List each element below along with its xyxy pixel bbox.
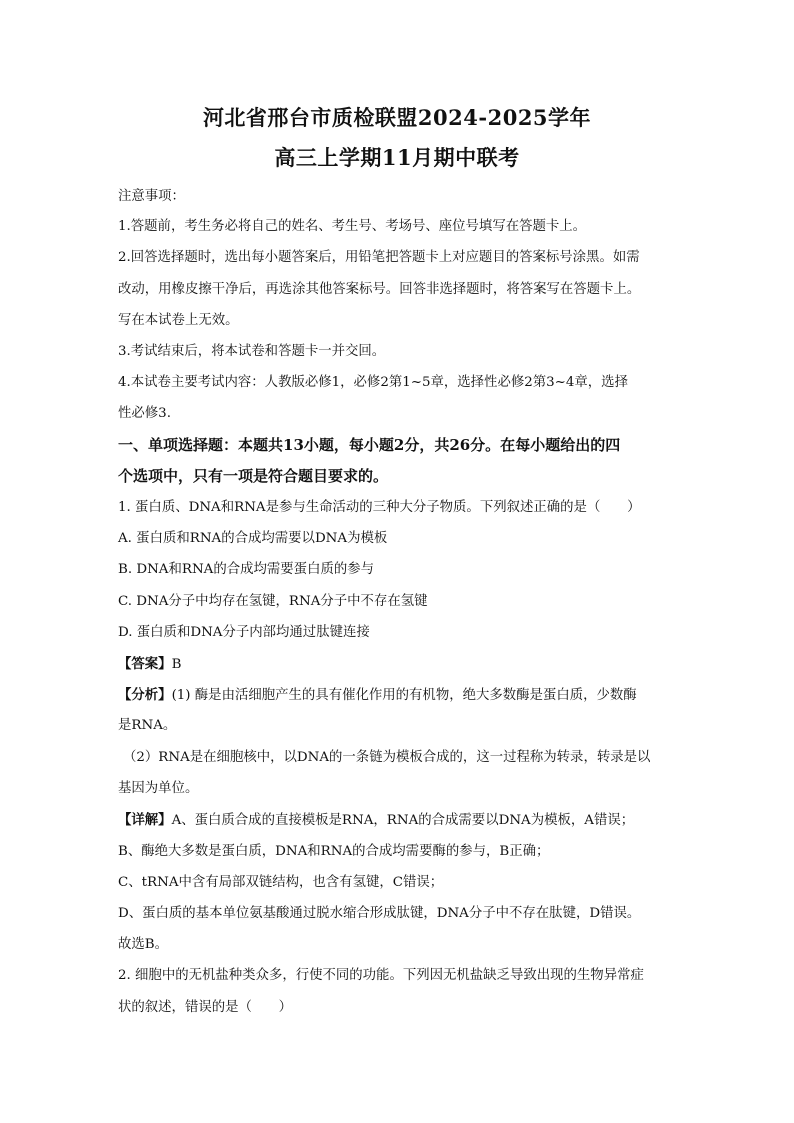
detail-label: 【详解】 [118, 812, 172, 828]
notice-item-3: 3.考试结束后，将本试卷和答题卡一并交回。 [118, 344, 386, 359]
question-1-answer [118, 654, 678, 675]
answer-value: B [171, 657, 182, 672]
question-1-analysis-line3: （2）RNA是在细胞核中，以DNA的一条链为模板合成的，这一过程称为转录，转录是以 [123, 750, 651, 765]
answer-label: 【答案】 [118, 656, 172, 672]
question-1-stem: 1. 蛋白质、DNA和RNA是参与生命活动的三种大分子物质。下列叙述正确的是（ ） [118, 500, 641, 515]
detail-text-1: A、蛋白质合成的直接模板是RNA，RNA的合成需要以DNA为模板，A错误； [171, 813, 635, 828]
question-1-analysis-line4: 基因为单位。 [118, 781, 199, 796]
notice-item-2-line2: 改动，用橡皮擦干净后，再选涂其他答案标号。回答非选择题时，将答案写在答题卡上。 [118, 282, 641, 297]
section-heading-line2: 个选项中，只有一项是符合题目要求的。 [118, 467, 389, 485]
analysis-text-1: (1) 酶是由活细胞产生的具有催化作用的有机物，绝大多数酶是蛋白质，少数酶 [171, 688, 637, 703]
question-1-analysis-line2: 是RNA。 [118, 718, 177, 733]
question-1-analysis-line1 [118, 685, 678, 706]
question-2-stem-line2: 状的叙述，错误的是（ ） [118, 1000, 293, 1015]
analysis-label: 【分析】 [118, 687, 172, 703]
question-2-stem-line1: 2. 细胞中的无机盐种类众多，行使不同的功能。下列因无机盐缺乏导致出现的生物异常症 [118, 968, 644, 983]
question-1-conclusion: 故选B。 [118, 937, 169, 952]
question-1-option-c: C. DNA分子中均存在氢键，RNA分子中不存在氢键 [118, 594, 428, 609]
question-1-option-d: D. 蛋白质和DNA分子内部均通过肽键连接 [118, 625, 370, 640]
notice-item-4-line1: 4.本试卷主要考试内容：人教版必修1，必修2第1~5章，选择性必修2第3~4章，选择 [118, 375, 628, 390]
question-1-detail-line2: B、酶绝大多数是蛋白质，DNA和RNA的合成均需要酶的参与，B正确； [118, 844, 550, 859]
question-1-option-a: A. 蛋白质和RNA的合成均需要以DNA为模板 [118, 531, 388, 546]
notice-item-4-line2: 性必修3. [118, 406, 171, 421]
question-1-detail-line4: D、蛋白质的基本单位氨基酸通过脱水缩合形成肽键，DNA分子中不存在肽键，D错误。 [118, 906, 641, 921]
section-heading-line1: 一、单项选择题：本题共13小题，每小题2分，共26分。在每小题给出的四 [118, 436, 621, 454]
notice-item-2-line1: 2.回答选择题时，选出每小题答案后，用铅笔把答题卡上对应题目的答案标号涂黑。如需 [118, 250, 640, 265]
exam-title-line1: 河北省邢台市质检联盟2024-2025学年 [202, 105, 592, 130]
question-1-detail-line1 [118, 810, 678, 831]
notice-heading: 注意事项： [118, 189, 185, 204]
notice-item-1: 1.答题前，考生务必将自己的姓名、考生号、考场号、座位号填写在答题卡上。 [118, 219, 587, 234]
question-1-option-b: B. DNA和RNA的合成均需要蛋白质的参与 [118, 562, 375, 577]
exam-title-line2: 高三上学期11月期中联考 [274, 145, 520, 170]
notice-item-2-line3: 写在本试卷上无效。 [118, 313, 239, 328]
question-1-detail-line3: C、tRNA中含有局部双链结构，也含有氢键，C错误； [118, 875, 444, 890]
